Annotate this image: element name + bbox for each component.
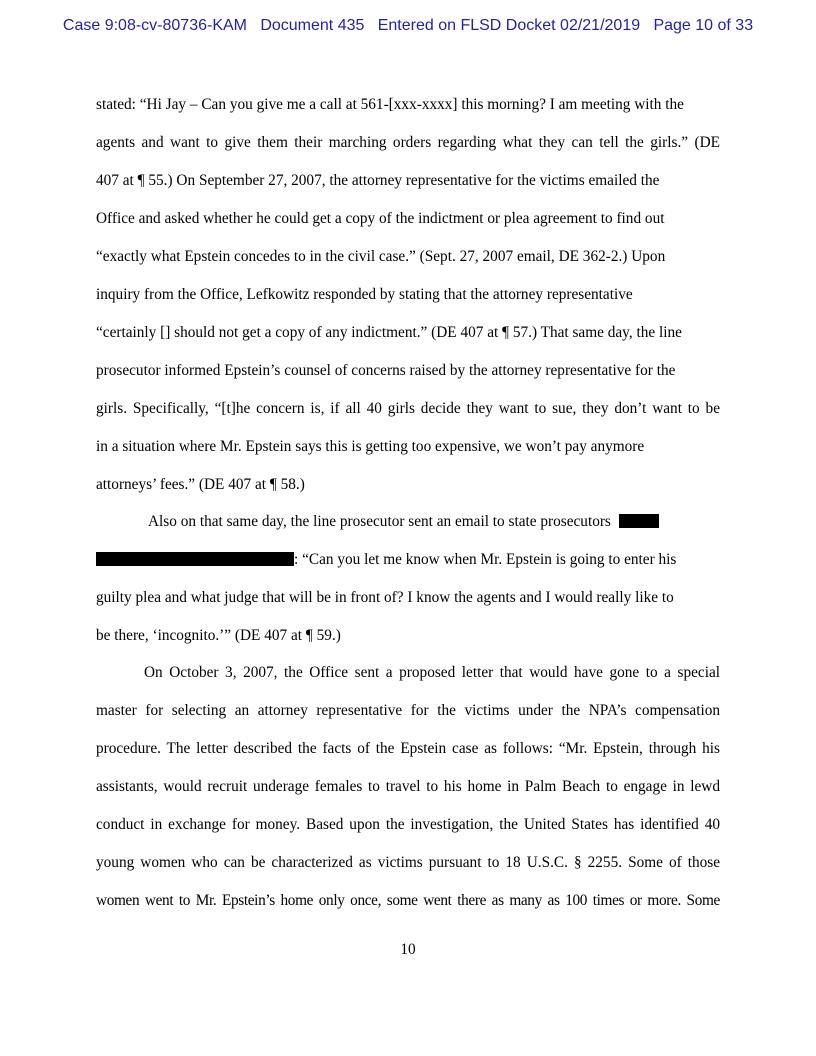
body-line: inquiry from the Office, Lefkowitz responded by stating that the attorney representative: [96, 286, 633, 303]
body-text: : “Can you let me know when Mr. Epstein is going to enter his: [294, 551, 677, 568]
redaction-block: [619, 514, 659, 528]
body-line: conduct in exchange for money. Based upon the investigation, the United States has identified 40: [96, 816, 720, 833]
body-line: agents and want to give them their marching orders regarding what they can tell the girls.” (DE: [96, 134, 720, 151]
body-line: women went to Mr. Epstein’s home only once, some went there as many as 100 times or more. Some: [96, 892, 720, 909]
body-line: “exactly what Epstein concedes to in the civil case.” (Sept. 27, 2007 email, DE 362-2.) Upon: [96, 248, 666, 265]
body-line: Office and asked whether he could get a copy of the indictment or plea agreement to find out: [96, 210, 665, 227]
body-line: “certainly [] should not get a copy of any indictment.” (DE 407 at ¶ 57.) That same day, the line: [96, 324, 682, 341]
redaction-block: [96, 552, 294, 566]
body-line: master for selecting an attorney representative for the victims under the NPA’s compensation: [96, 702, 720, 719]
body-line: attorneys’ fees.” (DE 407 at ¶ 58.): [96, 476, 305, 493]
body-line-with-redaction: [96, 550, 720, 570]
body-text: Also on that same day, the line prosecutor sent an email to state prosecutors: [148, 513, 611, 530]
body-line: procedure. The letter described the facts of the Epstein case as follows: “Mr. Epstein, through his: [96, 740, 720, 757]
page-number: 10: [400, 941, 416, 958]
body-line: guilty plea and what judge that will be in front of? I know the agents and I would really like to: [96, 589, 674, 606]
body-line: stated: “Hi Jay – Can you give me a call at 561-[xxx-xxxx] this morning? I am meeting with the: [96, 96, 684, 113]
paragraph-first-line: On October 3, 2007, the Office sent a proposed letter that would have gone to a special: [144, 664, 720, 681]
body-line: in a situation where Mr. Epstein says this is getting too expensive, we won’t pay anymore: [96, 438, 645, 455]
body-line: assistants, would recruit underage females to travel to his home in Palm Beach to engage in lewd: [96, 778, 720, 795]
body-line: prosecutor informed Epstein’s counsel of concerns raised by the attorney representative for the: [96, 362, 676, 379]
body-line: be there, ‘incognito.’” (DE 407 at ¶ 59.): [96, 627, 341, 644]
body-line: 407 at ¶ 55.) On September 27, 2007, the attorney representative for the victims emailed the: [96, 172, 660, 189]
body-line: young women who can be characterized as victims pursuant to 18 U.S.C. § 2255. Some of those: [96, 854, 720, 871]
docket-header-stamp: Case 9:08-cv-80736-KAM Document 435 Entered on FLSD Docket 02/21/2019 Page 10 of 33: [62, 17, 754, 34]
paragraph-first-line: [148, 512, 720, 532]
body-line: girls. Specifically, “[t]he concern is, if all 40 girls decide they want to sue, they don’t want to be: [96, 400, 720, 417]
